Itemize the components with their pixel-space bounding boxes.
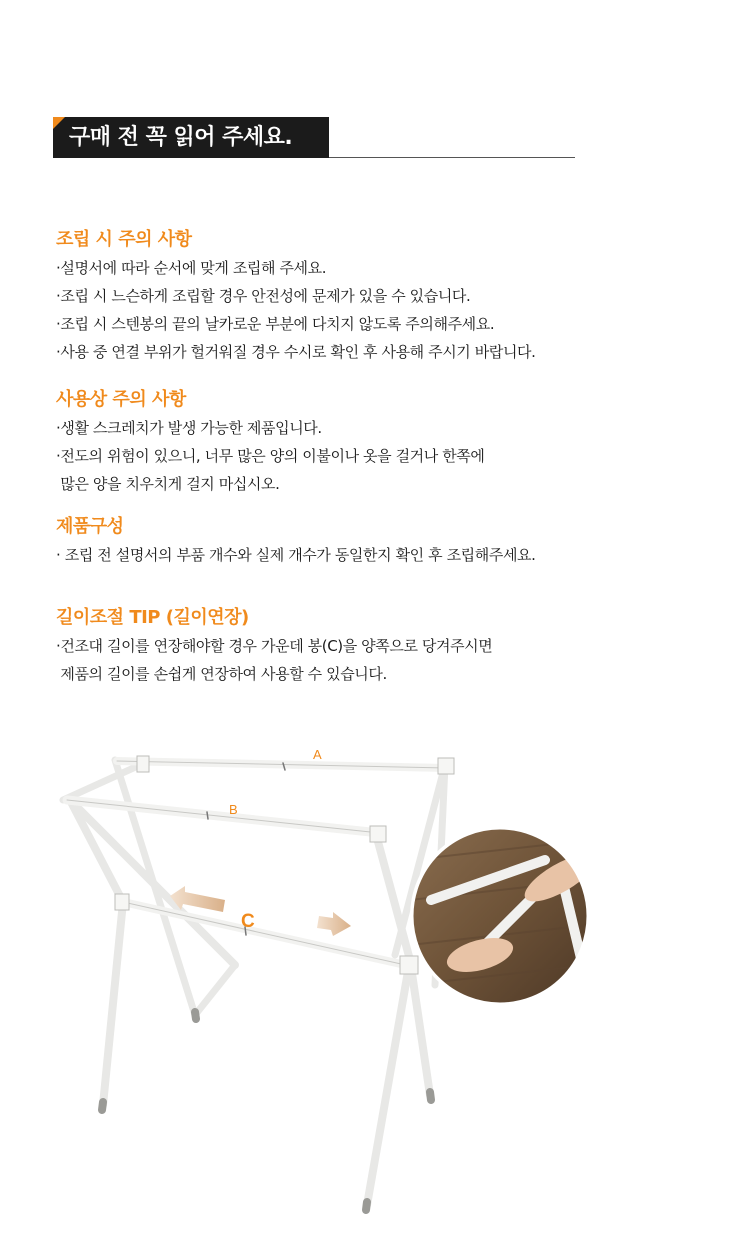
page-title: 구매 전 꼭 읽어 주세요. xyxy=(53,117,329,158)
list-item: ·생활 스크레치가 발생 가능한 제품입니다. xyxy=(56,419,322,437)
list-item: ·조립 시 느슨하게 조립할 경우 안전성에 문제가 있을 수 있습니다. xyxy=(56,287,471,305)
section-usage-caution xyxy=(56,385,484,498)
label-bar-a: A xyxy=(313,747,322,762)
section-heading: 조립 시 주의 사항 xyxy=(56,229,192,250)
list-item: ·전도의 위험이 있으니, 너무 많은 양의 이불이나 옷을 걸거나 한쪽에 xyxy=(56,447,485,465)
detail-photo-circle xyxy=(410,826,602,1006)
arrow-right-icon xyxy=(317,912,351,936)
title-accent xyxy=(53,117,65,129)
list-item: ·조립 시 스텐봉의 끝의 날카로운 부분에 다치지 않도록 주의해주세요. xyxy=(56,315,495,333)
label-bar-c: C xyxy=(241,911,255,932)
section-assembly-caution xyxy=(56,225,536,366)
list-item: ·설명서에 따라 순서에 맞게 조립해 주세요. xyxy=(56,259,327,277)
list-item: ·사용 중 연결 부위가 헐거워질 경우 수시로 확인 후 사용해 주시기 바랍니다. xyxy=(56,343,536,361)
section-length-tip xyxy=(56,603,492,688)
list-item: 제품의 길이를 손쉽게 연장하여 사용할 수 있습니다. xyxy=(56,665,387,683)
drying-rack-illustration xyxy=(55,730,615,1230)
section-components xyxy=(56,512,536,569)
label-bar-b: B xyxy=(229,802,238,817)
drying-rack-figure xyxy=(55,730,615,1230)
section-heading: 길이조절 TIP (길이연장) xyxy=(56,607,249,628)
title-divider xyxy=(329,157,575,158)
section-heading: 사용상 주의 사항 xyxy=(56,389,186,410)
list-item: ·건조대 길이를 연장해야할 경우 가운데 봉(C)을 양쪽으로 당겨주시면 xyxy=(56,637,493,655)
list-item: · 조립 전 설명서의 부품 개수와 실제 개수가 동일한지 확인 후 조립해주세요. xyxy=(56,546,536,564)
section-heading: 제품구성 xyxy=(56,516,124,537)
drying-rack-frame xyxy=(63,756,454,1210)
list-item: 많은 양을 치우치게 걸지 마십시오. xyxy=(56,475,280,493)
